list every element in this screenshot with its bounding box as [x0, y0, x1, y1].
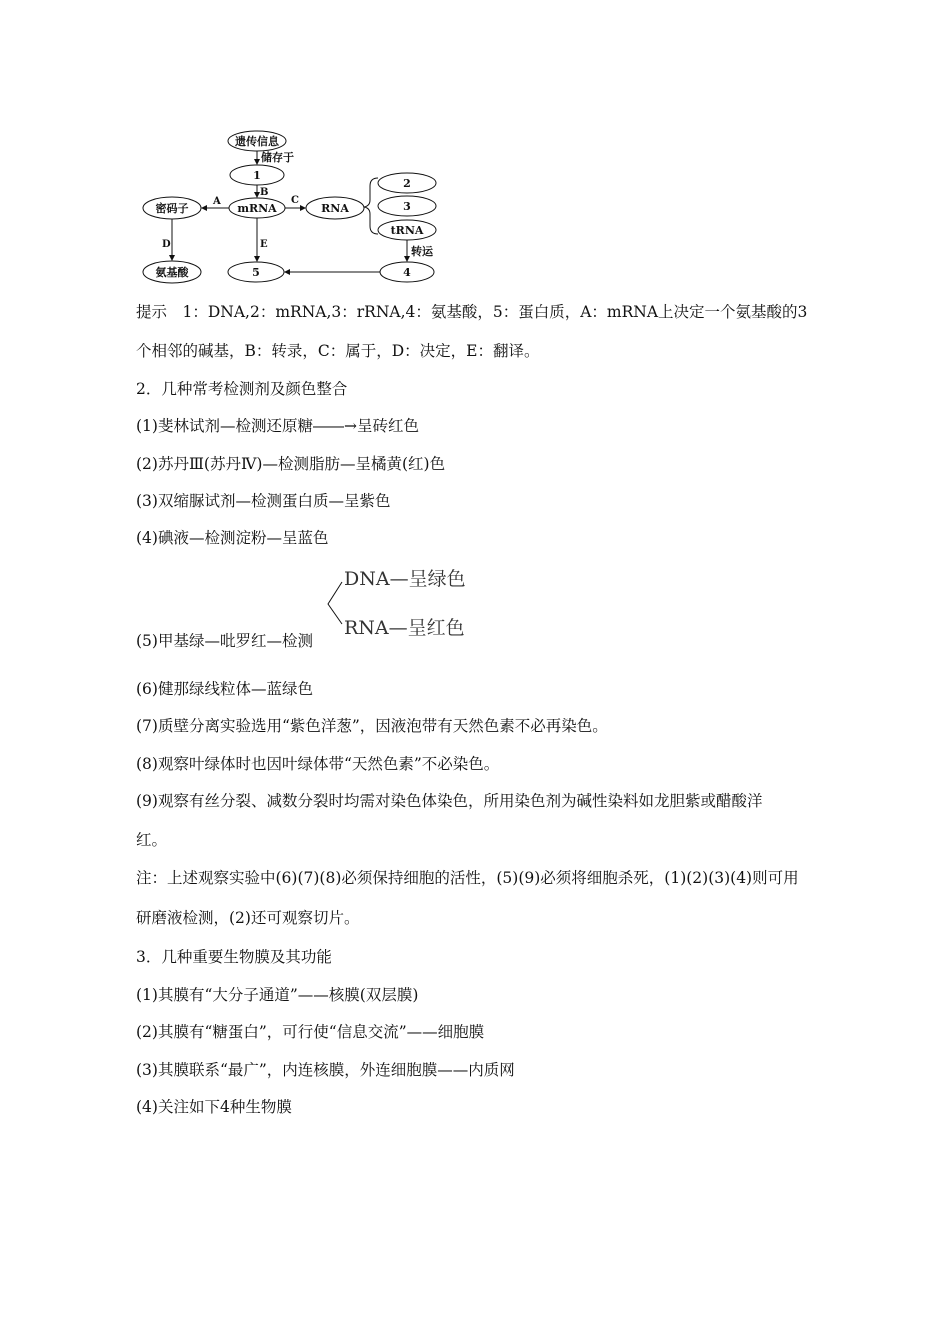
list-item: (9)观察有丝分裂、减数分裂时均需对染色体染色，所用染色剂为碱性染料如龙胆紫或醋酸洋 [136, 792, 763, 810]
list-item: (1)斐林试剂—检测还原糖――→呈砖红色 [136, 417, 419, 435]
note-line-2: 研磨液检测，(2)还可观察切片。 [136, 909, 360, 927]
list-item: 红。 [136, 831, 168, 849]
diagram-text-1: 1 [253, 169, 261, 182]
diagram-text-e: E [260, 239, 268, 250]
diagram-text-top: 遗传信息 [235, 135, 279, 148]
list-item: (4)关注如下4种生物膜 [136, 1098, 292, 1116]
hint-line-1: 提示 1：DNA,2：mRNA,3：rRNA,4：氨基酸，5：蛋白质，A：mRNA上决定一个氨基酸的3 [136, 303, 808, 321]
list-item: (1)其膜有“大分子通道”——核膜(双层膜) [136, 986, 419, 1004]
list-item: (3)其膜联系“最广”，内连核膜，外连细胞膜——内质网 [136, 1061, 515, 1079]
diagram-text-b: B [260, 187, 269, 198]
list-item: (2)其膜有“糖蛋白”，可行使“信息交流”——细胞膜 [136, 1023, 485, 1041]
diagram-text-3: 3 [403, 200, 411, 213]
list-item: (7)质壁分离实验选用“紫色洋葱”，因液泡带有天然色素不必再染色。 [136, 717, 608, 735]
diagram-text-2: 2 [403, 177, 411, 190]
list-item: (4)碘液—检测淀粉—呈蓝色 [136, 529, 329, 547]
list-item: (2)苏丹Ⅲ(苏丹Ⅳ)—检测脂肪—呈橘黄(红)色 [136, 455, 446, 473]
list-item: (5)甲基绿—吡罗红—检测 [136, 632, 313, 650]
stain-rna-label: RNA—呈红色 [344, 617, 465, 639]
diagram-text-mrna: mRNA [237, 202, 277, 215]
stain-dna-label: DNA—呈绿色 [344, 568, 466, 590]
diagram-text-d: D [162, 239, 171, 250]
diagram-text-store: 储存于 [261, 151, 294, 164]
section-3-heading: 3．几种重要生物膜及其功能 [136, 948, 332, 966]
diagram-text-5: 5 [252, 266, 260, 279]
section-2-heading: 2．几种常考检测剂及颜色整合 [136, 380, 348, 398]
list-item: (8)观察叶绿体时也因叶绿体带“天然色素”不必染色。 [136, 755, 500, 773]
diagram-text-trna: tRNA [390, 224, 424, 237]
diagram-text-4: 4 [403, 266, 411, 279]
hint-line-2: 个相邻的碱基，B：转录，C：属于，D：决定，E：翻译。 [136, 342, 540, 360]
list-item: (6)健那绿线粒体—蓝绿色 [136, 680, 313, 698]
diagram-text-codon: 密码子 [155, 202, 189, 215]
list-item: (3)双缩脲试剂—检测蛋白质—呈紫色 [136, 492, 391, 510]
diagram-text-c: C [291, 195, 299, 206]
note-line-1: 注：上述观察实验中(6)(7)(8)必须保持细胞的活性，(5)(9)必须将细胞杀死，(1)(2)(3)(4)则可用 [136, 869, 799, 887]
diagram-text-rna: RNA [321, 202, 349, 215]
diagram-text-transport: 转运 [411, 245, 433, 258]
gene-expression-diagram [136, 126, 446, 288]
diagram-text-a: A [213, 196, 221, 207]
diagram-text-amino: 氨基酸 [155, 266, 189, 279]
